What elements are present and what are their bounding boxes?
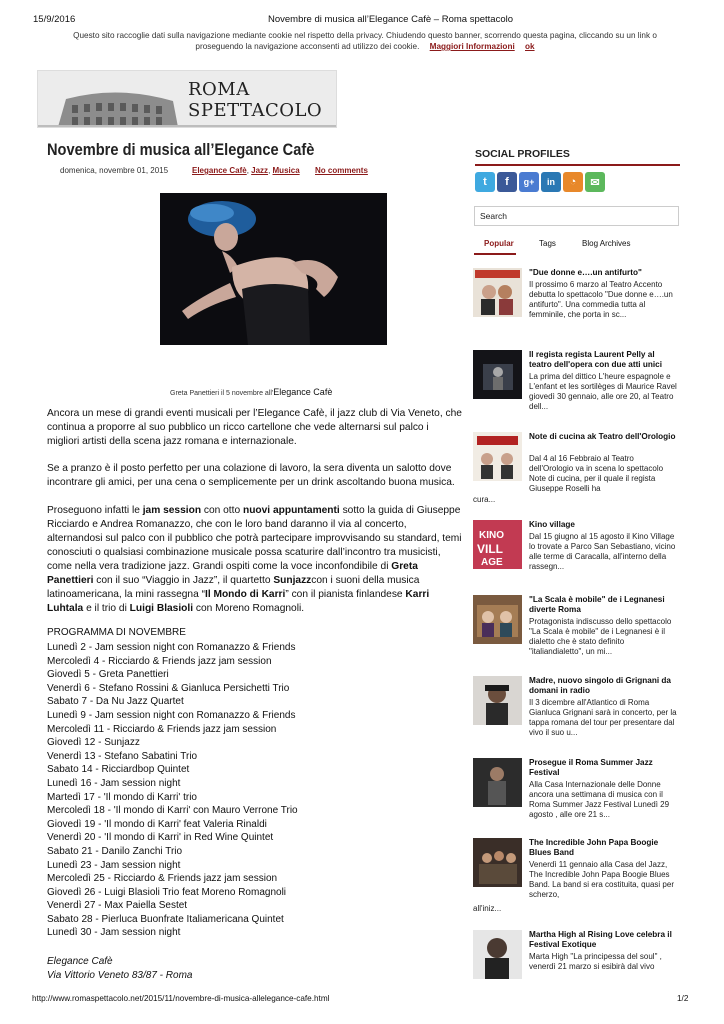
program-item: Mercoledì 25 - Ricciardo & Friends jazz jam session <box>47 873 278 885</box>
program-item: Lunedì 9 - Jam session night con Romanazzo & Friends <box>47 709 296 721</box>
post-thumbnail[interactable] <box>473 350 522 399</box>
cookie-more-link[interactable]: Maggiori Informazioni <box>429 42 515 51</box>
cookie-text-line1: Questo sito raccoglie dati sulla navigazione mediante cookie nel rispetto della privacy. Chiudendo questo banner, scorrendo questa pagina, cliccando su un link o <box>73 31 657 40</box>
program-heading: PROGRAMMA DI NOVEMBRE <box>47 627 186 638</box>
post-excerpt: Venerdì 11 gennaio alla Casa del Jazz, The Incredible John Papa Boogie Blues Band. La band si era costituita, quasi per scherzo, <box>529 860 674 899</box>
popular-post[interactable] <box>473 838 683 918</box>
bold-sunjazz: Sunjazz <box>273 575 312 586</box>
post-title-link[interactable]: Madre, nuovo singolo di Grignani da domani in radio <box>529 676 671 695</box>
program-item: Sabato 14 - Ricciardbop Quintet <box>47 764 190 776</box>
popular-post[interactable] <box>473 520 683 590</box>
caption-text: Greta Panettieri il 5 novembre all' <box>170 390 274 397</box>
sidebar-tabs <box>474 236 679 254</box>
paragraph-lunch: Se a pranzo è il posto perfetto per una colazione di lavoro, la sera diventa un salotto dove incontrare gli amici, per una cena o semplicemente per un drink ascoltando buona musica. <box>47 463 455 488</box>
post-thumbnail[interactable] <box>473 676 522 725</box>
post-thumbnail[interactable] <box>473 758 522 807</box>
print-date: 15/9/2016 <box>33 14 76 25</box>
venue-address: Via Vittorio Veneto 83/87 - Roma <box>47 970 193 981</box>
linkedin-icon[interactable]: in <box>541 172 561 192</box>
program-item: Lunedì 30 - Jam session night <box>47 927 181 939</box>
print-title: Novembre di musica all’Elegance Cafè – Roma spettacolo <box>268 14 514 25</box>
post-title-link[interactable]: Prosegue il Roma Summer Jazz Festival <box>529 758 653 777</box>
program-item: Martedì 17 - 'Il mondo di Karri' trio <box>47 791 197 803</box>
active-tab-underline <box>474 253 516 255</box>
post-thumbnail[interactable] <box>473 930 522 979</box>
paragraph-intro: Ancora un mese di grandi eventi musicali per l’Elegance Cafè, il jazz club di Via Veneto, che continua a proporre al suo pubblico un ricco cartellone che vede alternarsi sul palco i migliori artisti della scena jazz romana e internazionale. <box>47 408 462 447</box>
cookie-text-line2: proseguendo la navigazione acconsenti ad utilizzo dei cookie. <box>195 42 420 51</box>
program-item: Mercoledì 11 - Ricciardo & Friends jazz jam session <box>47 723 277 735</box>
popular-post[interactable] <box>473 595 683 665</box>
popular-post[interactable] <box>473 268 683 338</box>
popular-post[interactable] <box>473 432 683 502</box>
bold-karri: Karri Luhtala <box>47 589 430 614</box>
svg-text:VILL: VILL <box>477 542 503 556</box>
post-thumbnail[interactable] <box>473 268 522 317</box>
program-item: Sabato 7 - Da Nu Jazz Quartet <box>47 696 184 708</box>
post-excerpt-tail: all'iniz... <box>473 904 502 913</box>
post-thumbnail[interactable] <box>473 520 522 569</box>
tab-tags[interactable]: Tags <box>539 239 556 248</box>
bold-jam-session: jam session <box>142 505 202 516</box>
svg-text:AGE: AGE <box>481 557 503 568</box>
post-thumbnail[interactable] <box>473 595 522 644</box>
program-item: Venerdì 13 - Stefano Sabatini Trio <box>47 750 198 762</box>
post-title-link[interactable]: The Incredible John Papa Boogie Blues Band <box>529 838 659 857</box>
post-excerpt: Marta High "La principessa del soul" , venerdì 21 marzo si esibirà dal vivo <box>529 952 662 971</box>
banner-brand: ROMA SPETTACOLO <box>188 79 323 121</box>
singer-photo <box>160 193 387 345</box>
program-item: Giovedì 12 - Sunjazz <box>47 737 140 749</box>
print-page-number: 1/2 <box>677 994 689 1003</box>
popular-post[interactable] <box>473 930 683 988</box>
venue-block <box>47 955 192 983</box>
cookie-ok-link[interactable]: ok <box>525 42 535 51</box>
caption-venue: Elegance Cafè <box>273 387 333 397</box>
social-profiles-heading: SOCIAL PROFILES <box>475 148 680 166</box>
post-excerpt: Dal 4 al 16 Febbraio al Teatro dell'Orologio va in scena lo spettacolo Note di cucina, per il quale il regista Giuseppe Roselli ha <box>529 454 664 493</box>
post-thumbnail[interactable] <box>473 838 522 887</box>
print-url: http://www.romaspettacolo.net/2015/11/novembre-di-musica-allelegance-cafe.html <box>32 994 330 1003</box>
email-icon[interactable]: ✉ <box>585 172 605 192</box>
label-link[interactable]: Musica <box>272 166 300 175</box>
program-item: Sabato 28 - Pierluca Buonfrate Italiamericana Quintet <box>47 913 284 925</box>
post-title[interactable]: Novembre di musica all’Elegance Cafè <box>47 140 315 159</box>
popular-post[interactable] <box>473 350 683 420</box>
program-item: Venerdì 6 - Stefano Rossini & Gianluca Persichetti Trio <box>47 682 290 694</box>
twitter-icon[interactable]: t <box>475 172 495 192</box>
social-icons <box>475 172 605 192</box>
bold-mondo-karri: Il Mondo di Karri <box>204 589 286 600</box>
program-item: Lunedì 16 - Jam session night <box>47 777 181 789</box>
post-excerpt: Alla Casa Internazionale delle Donne ancora una settimana di musica con il Roma Summer Jazz Festival Lunedì 29 agosto , alle ore 21 s... <box>529 780 670 819</box>
tab-popular[interactable]: Popular <box>484 239 514 248</box>
cookie-banner <box>40 30 690 52</box>
program-item: Mercoledì 18 - 'Il mondo di Karri' con Mauro Verrone Trio <box>47 805 298 817</box>
label-link[interactable]: Elegance Cafè <box>192 166 247 175</box>
post-excerpt: Il prossimo 6 marzo al Teatro Accento debutta lo spettacolo "Due donne e….un antifurto". Una commedia tutta al femminile, che porta in sc... <box>529 280 673 319</box>
post-title-link[interactable]: "Due donne e….un antifurto" <box>529 268 642 277</box>
search-input[interactable]: Search <box>474 206 679 226</box>
program-item: Giovedì 5 - Greta Panettieri <box>47 669 169 681</box>
post-thumbnail[interactable] <box>473 432 522 481</box>
rss-icon[interactable]: ◔ <box>563 172 583 192</box>
program-item: Giovedì 26 - Luigi Blasioli Trio feat Moreno Romagnoli <box>47 886 287 898</box>
facebook-icon[interactable]: f <box>497 172 517 192</box>
popular-post[interactable] <box>473 676 683 746</box>
post-labels: Elegance Cafè, Jazz, Musica <box>192 166 300 175</box>
program-item: Mercoledì 4 - Ricciardo & Friends jazz jam session <box>47 655 272 667</box>
comments-link[interactable]: No comments <box>315 166 368 175</box>
bold-blasioli: Luigi Blasioli <box>129 603 194 614</box>
program-list <box>47 641 298 940</box>
post-excerpt: Il 3 dicembre all'Atlantico di Roma Gianluca Grignani sarà in concerto, per la tappa romana del tour per presentare dal vivo il suo u... <box>529 698 677 737</box>
label-link[interactable]: Jazz <box>251 166 269 175</box>
program-item: Sabato 21 - Danilo Zanchi Trio <box>47 845 183 857</box>
paragraph-jam: Proseguono infatti le jam session con otto nuovi appuntamenti sotto la guida di Giuseppe Ricciardo e Andrea Romanazzo, che con le loro band daranno il via al concerto, alternandosi sul palco con il pubblico che potrà partecipare improvvisando su standard, temi conosciuti o qualsiasi combinazione musicale possa scaturire dall’incontro tra musicisti, come nella vera tradizione jazz. Grandi ospiti come la voce inconfondibile di Greta Panettieri con il suo “Viaggio in Jazz”, il quartetto Sunjazzcon i suoni della musica latinoamericana, la mini rassegna “Il Mondo di Karri” con il pianista finlandese Karri Luhtala e il trio di Luigi Blasioli con Moreno Romagnoli. <box>47 505 462 614</box>
tab-blog-archives[interactable]: Blog Archives <box>582 239 631 248</box>
site-banner[interactable] <box>37 70 337 128</box>
post-excerpt: Protagonista indiscusso dello spettacolo "La Scala è mobile" de i Legnanesi è il dialetto che è stato definito "italiandialetto", un mi... <box>529 617 672 656</box>
post-title-link[interactable]: Kino village <box>529 520 575 529</box>
post-excerpt: La prima del dittico L'heure espagnole e L'enfant et les sortilèges di Maurice Ravel giovedì 30 gennaio, alle ore 20, al Teatro dell... <box>529 372 677 411</box>
post-excerpt-tail: cura... <box>473 495 496 504</box>
bold-appointments: nuovi appuntamenti <box>242 505 340 516</box>
popular-post[interactable] <box>473 758 683 828</box>
post-excerpt: Dal 15 giugno al 15 agosto il Kino Village lo trovate a Parco San Sebastiano, vicino alle terme di Caracalla, all'interno della rassegn... <box>529 532 676 571</box>
photo-caption <box>170 387 332 397</box>
post-title-link[interactable]: "La Scala è mobile" de i Legnanesi diverte Roma <box>529 595 665 614</box>
program-item: Lunedì 23 - Jam session night <box>47 859 181 871</box>
program-item: Venerdì 27 - Max Paiella Sestet <box>47 900 188 912</box>
program-item: Giovedì 19 - 'Il mondo di Karri' feat Valeria Rinaldi <box>47 818 267 830</box>
google-plus-icon[interactable]: g+ <box>519 172 539 192</box>
bold-greta: Greta Panettieri <box>47 561 418 586</box>
program-item: Lunedì 2 - Jam session night con Romanazzo & Friends <box>47 642 296 653</box>
venue-name: Elegance Cafè <box>47 956 113 967</box>
program-item: Venerdì 20 - 'Il mondo di Karri' in Red Wine Quintet <box>47 832 274 844</box>
post-title-link[interactable]: Note di cucina ak Teatro dell'Orologio <box>529 432 676 441</box>
post-title-link[interactable]: Martha High al Rising Love celebra il Festival Exotique <box>529 930 672 949</box>
post-date: domenica, novembre 01, 2015 <box>60 166 169 175</box>
svg-text:KINO: KINO <box>479 530 504 541</box>
post-photo <box>160 193 387 345</box>
post-title-link[interactable]: Il regista regista Laurent Pelly al teatro dell'opera con due atti unici <box>529 350 662 369</box>
post-meta <box>60 166 368 175</box>
